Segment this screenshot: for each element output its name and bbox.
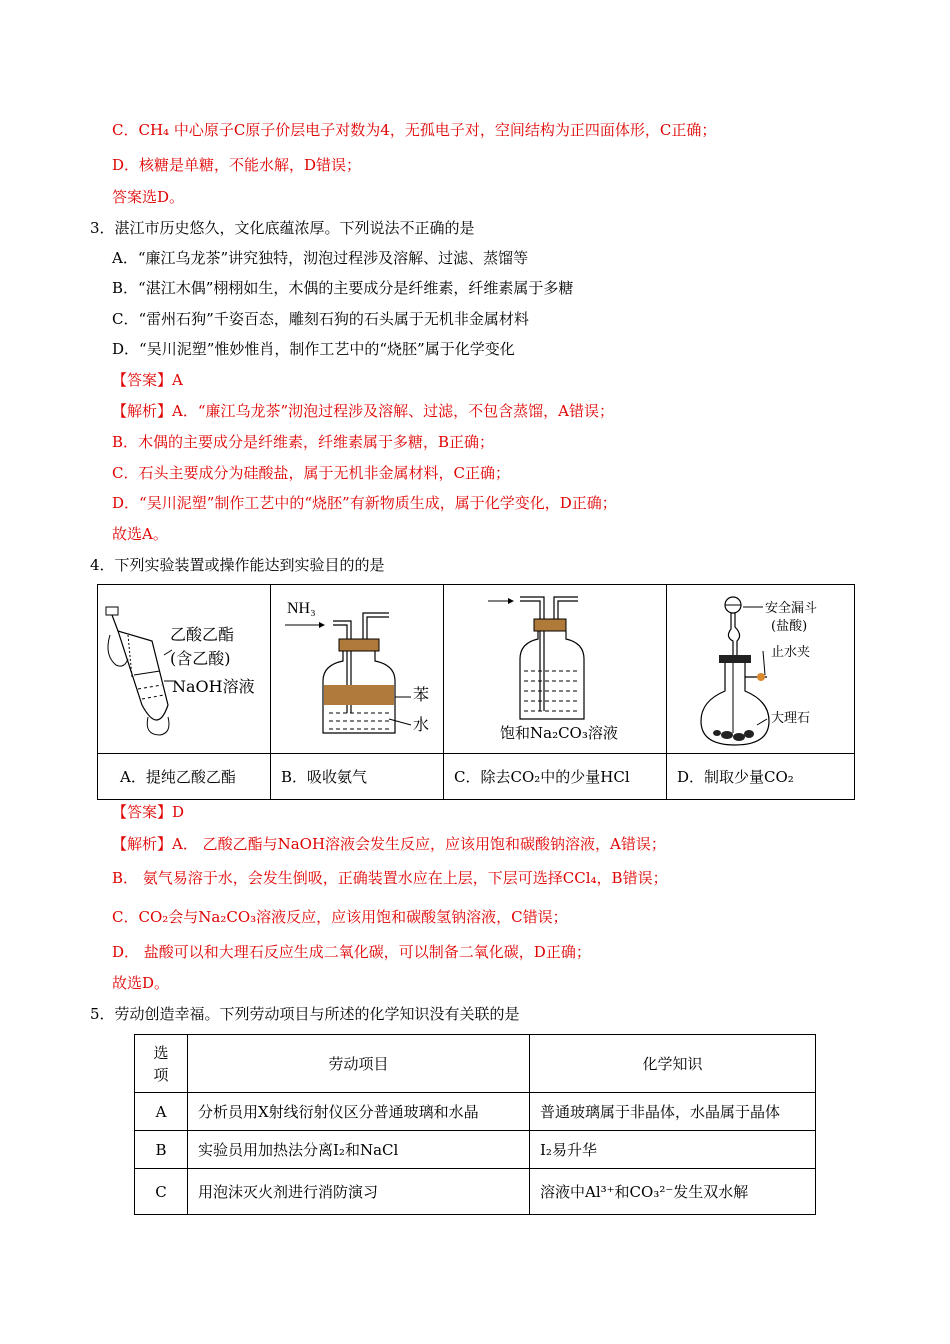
q5-row-a-option: A	[135, 1093, 188, 1131]
q5-row-a-knowledge: 普通玻璃属于非晶体，水晶属于晶体	[530, 1093, 816, 1131]
q3-analysis-c: C．石头主要成分为硅酸盐，属于无机非金属材料，C正确；	[112, 464, 510, 482]
q3-analysis-b: B．木偶的主要成分是纤维素，纤维素属于多糖，B正确；	[112, 433, 495, 451]
q2-option-c-analysis: C．CH₄ 中心原子C原子价层电子对数为4，无孤电子对，空间结构为正四面体形，C正确；	[112, 121, 717, 139]
q4-analysis-a: 【解析】A． 乙酸乙酯与NaOH溶液会发生反应，应该用饱和碳酸钠溶液，A错误；	[112, 835, 666, 853]
fig-a-label-naoh: NaOH溶液	[172, 677, 255, 696]
q5-stem: 5．劳动创造幸福。下列劳动项目与所述的化学知识没有关联的是	[90, 1005, 520, 1023]
q4-analysis-d: D． 盐酸可以和大理石反应生成二氧化碳，可以制备二氧化碳，D正确；	[112, 943, 591, 961]
table-row	[135, 1131, 816, 1169]
q5-row-c-labor: 用泡沫灭火剂进行消防演习	[188, 1169, 530, 1215]
q4-figure-c	[444, 585, 667, 754]
fig-b-water-label: 水	[413, 715, 430, 734]
q4-analysis-b: B． 氨气易溶于水，会发生倒吸，正确装置水应在上层，下层可选择CCl₄，B错误；	[112, 869, 668, 887]
q3-option-b: B．“湛江木偶”栩栩如生，木偶的主要成分是纤维素，纤维素属于多糖	[112, 279, 574, 297]
q4-caption-d: D．制取少量CO₂	[667, 754, 855, 800]
q4-conclusion: 故选D。	[112, 974, 170, 992]
q2-option-d-analysis: D．核糖是单糖，不能水解，D错误；	[112, 156, 362, 174]
q5-row-b-knowledge: I₂易升华	[530, 1131, 816, 1169]
fig-d-funnel-content: (盐酸)	[771, 619, 808, 634]
q4-caption-c: C．除去CO₂中的少量HCl	[444, 754, 667, 800]
q5-row-a-labor: 分析员用X射线衍射仪区分普通玻璃和水晶	[188, 1093, 530, 1131]
q5-row-b-option: B	[135, 1131, 188, 1169]
flask-apparatus-diagram	[667, 585, 854, 753]
q3-answer: 【答案】A	[112, 371, 183, 389]
fig-a-label-ester: 乙酸乙酯	[170, 625, 235, 644]
q4-stem: 4．下列实验装置或操作能达到实验目的的是	[90, 556, 385, 574]
q5-row-c-knowledge: 溶液中Al³⁺和CO₃²⁻发生双水解	[530, 1169, 816, 1215]
fig-b-gas-label: NH₃	[287, 600, 316, 617]
table-row	[135, 1169, 816, 1215]
q2-answer-line: 答案选D。	[112, 188, 185, 206]
table-row	[135, 1093, 816, 1131]
fig-b-benzene-label: 苯	[413, 685, 430, 704]
q3-stem: 3．湛江市历史悠久，文化底蕴浓厚。下列说法不正确的是	[90, 219, 475, 237]
q5-row-b-labor: 实验员用加热法分离I₂和NaCl	[188, 1131, 530, 1169]
q3-analysis-a: 【解析】A．“廉江乌龙茶”沏泡过程涉及溶解、过滤，不包含蒸馏，A错误；	[112, 402, 615, 420]
q5-header-option-text: 选项	[153, 1043, 169, 1084]
q4-answer: 【答案】D	[112, 803, 185, 821]
q5-header-labor: 劳动项目	[188, 1035, 530, 1093]
q3-option-a: A．“廉江乌龙茶”讲究独特，沏泡过程涉及溶解、过滤、蒸馏等	[112, 249, 529, 267]
q3-conclusion: 故选A。	[112, 525, 168, 543]
q5-table	[134, 1034, 816, 1215]
q4-figure-d	[667, 585, 855, 754]
q4-analysis-c: C．CO₂会与Na₂CO₃溶液反应，应该用饱和碳酸氢钠溶液，C错误；	[112, 908, 568, 926]
q3-analysis-d: D．“吴川泥塑”制作工艺中的“烧胚”有新物质生成，属于化学变化，D正确；	[112, 494, 617, 512]
fig-d-marble-label: 大理石	[771, 711, 811, 726]
fig-d-clip-label: 止水夹	[771, 645, 811, 660]
q5-header-knowledge: 化学知识	[530, 1035, 816, 1093]
fig-a-label-acid: (含乙酸)	[170, 649, 231, 668]
q3-option-c: C．“雷州石狗”千姿百态，雕刻石狗的石头属于无机非金属材料	[112, 310, 529, 328]
q4-caption-a: A．提纯乙酸乙酯	[98, 754, 271, 800]
q4-caption-b: B．吸收氨气	[271, 754, 444, 800]
fig-d-funnel-label: 安全漏斗	[765, 601, 818, 616]
q3-option-d: D．“吴川泥塑”惟妙惟肖，制作工艺中的“烧胚”属于化学变化	[112, 340, 515, 358]
fig-c-liquid-label: 饱和Na₂CO₃溶液	[500, 724, 618, 742]
separatory-funnel-diagram	[98, 585, 270, 753]
q4-figure-a	[98, 585, 271, 754]
q5-row-c-option: C	[135, 1169, 188, 1215]
q4-figure-b	[271, 585, 444, 754]
q5-header-option	[135, 1035, 188, 1093]
q4-apparatus-table	[97, 584, 855, 800]
